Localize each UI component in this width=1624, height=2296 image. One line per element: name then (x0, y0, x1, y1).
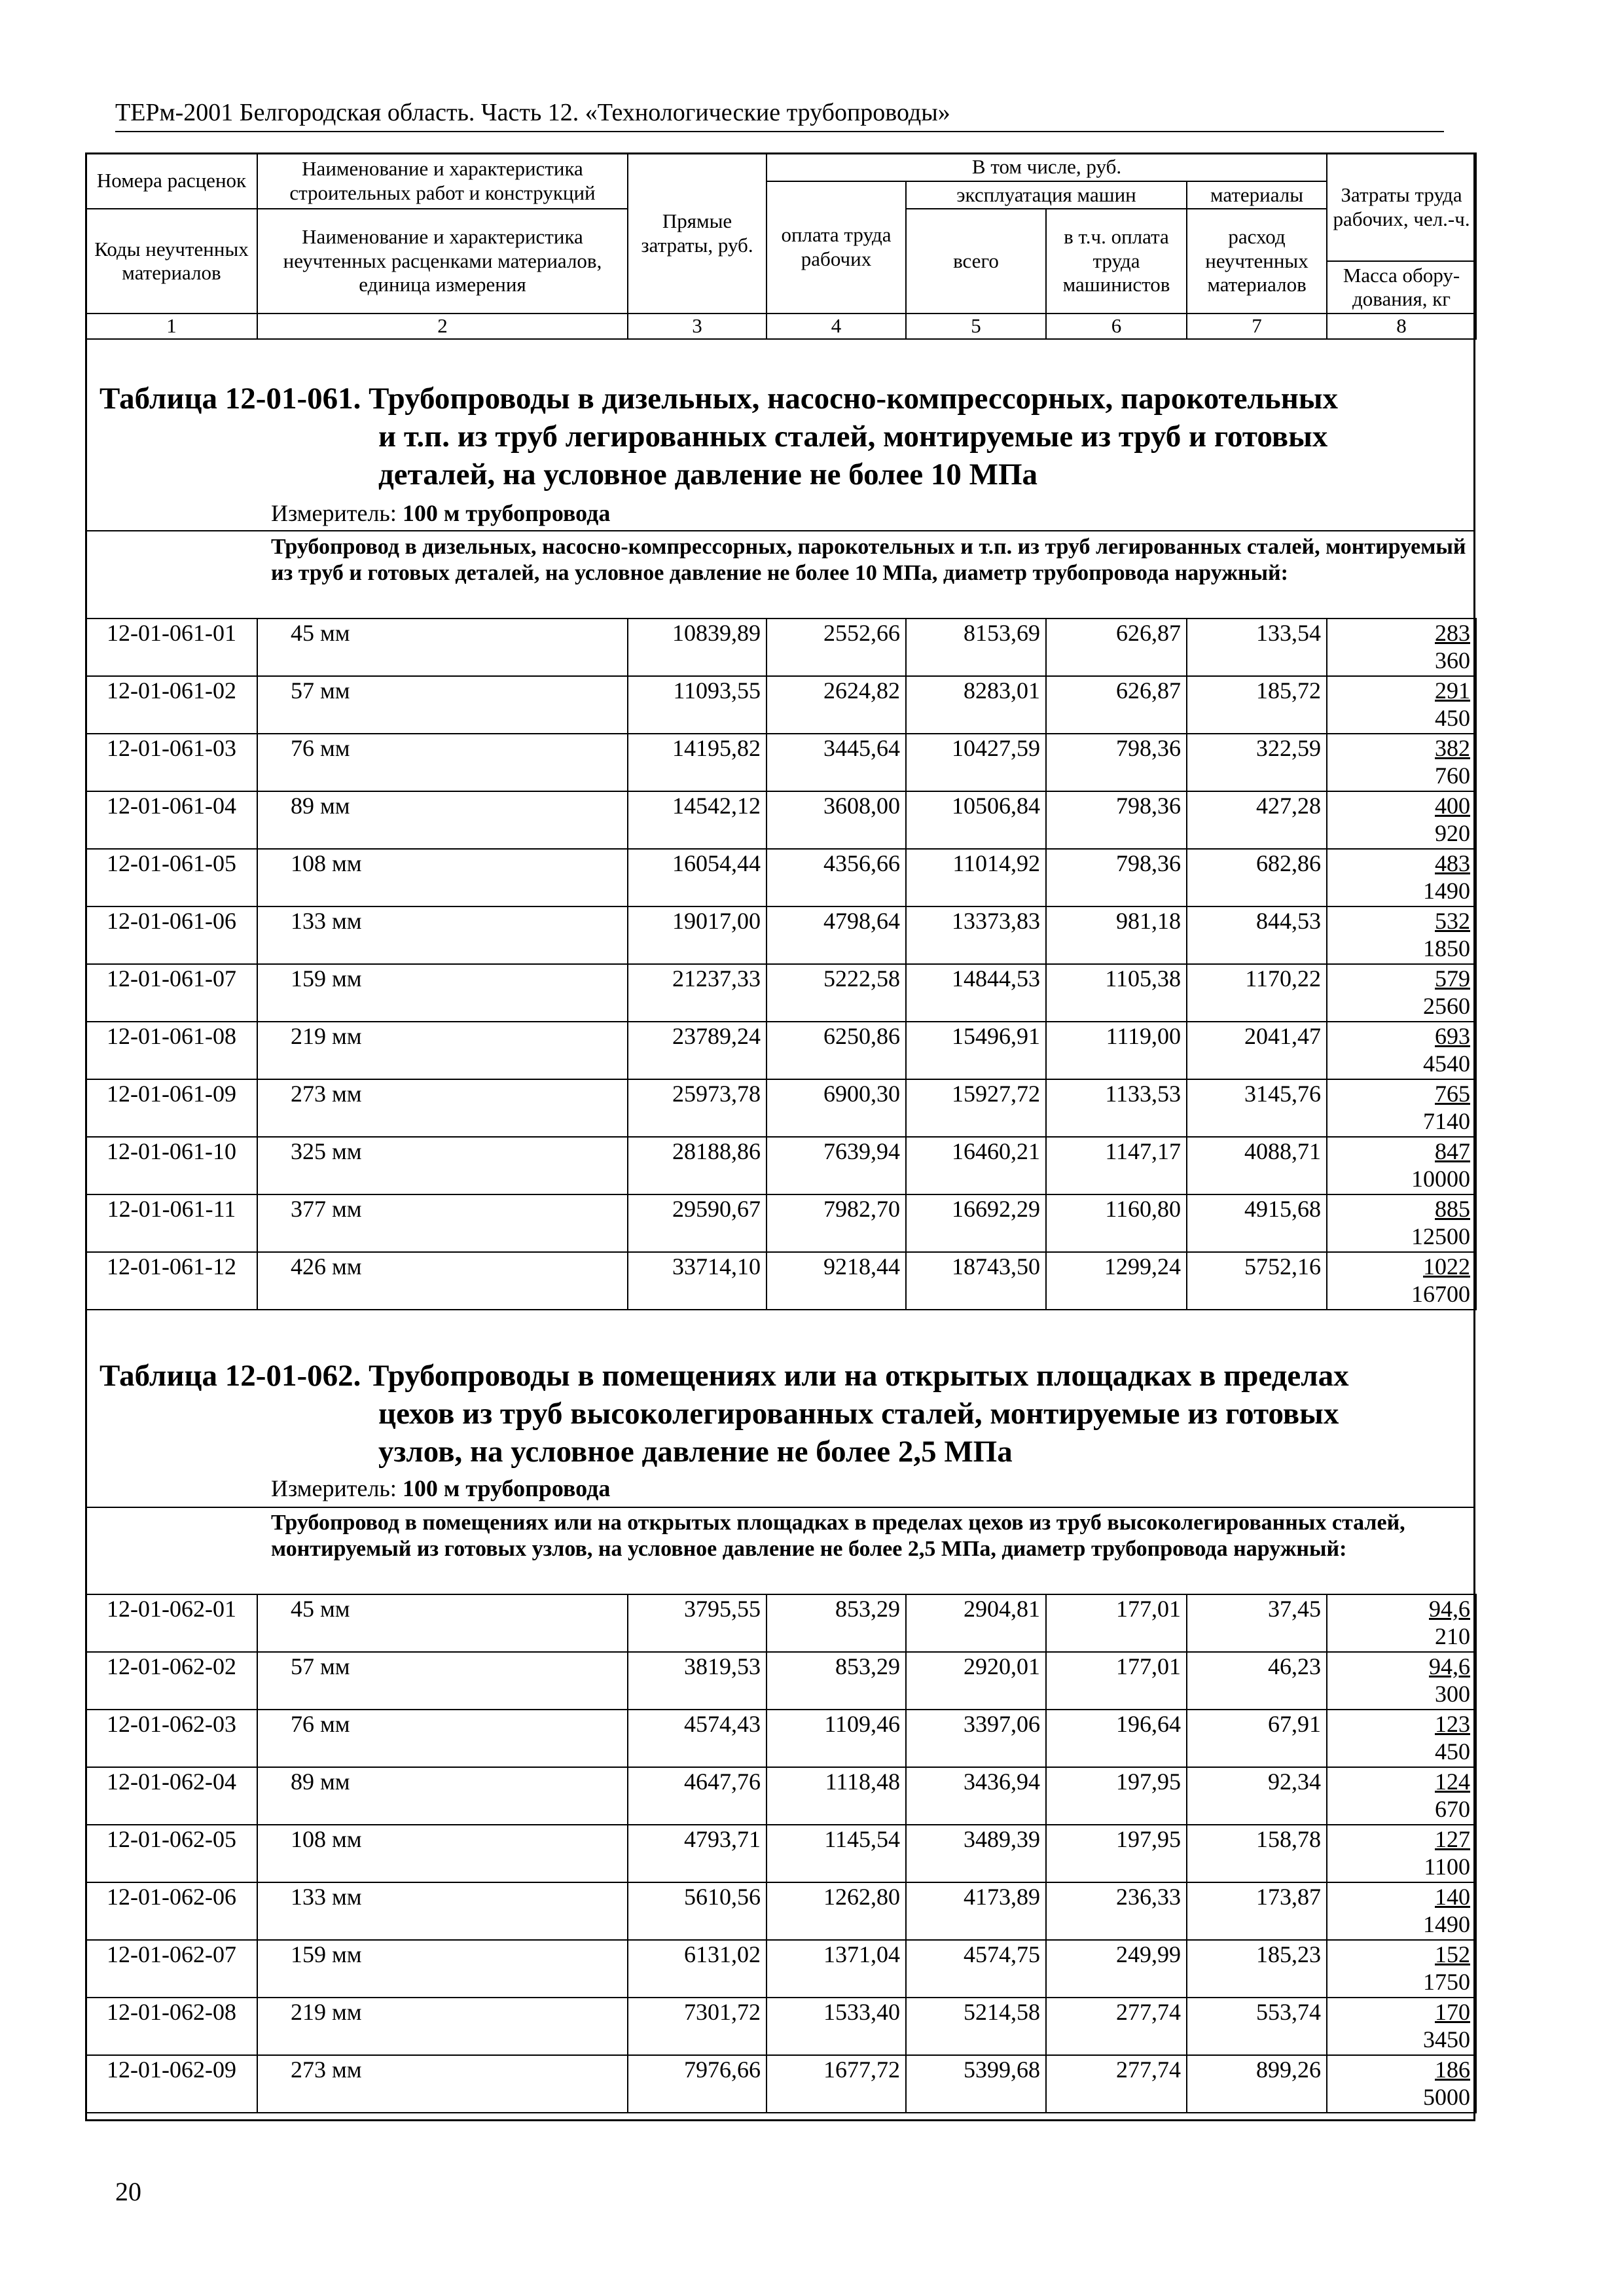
material-use: 185,23 (1187, 1940, 1327, 1998)
header-material-names: Наименование и характеристика неучтенных расценками материалов, единица измерения (257, 209, 628, 314)
machinist-pay: 981,18 (1046, 906, 1187, 964)
table-row (86, 1998, 1476, 2055)
divider (85, 530, 1475, 531)
labor-and-mass (1327, 1998, 1476, 2055)
equipment-mass: 3450 (1423, 2026, 1470, 2053)
table-row (86, 791, 1476, 849)
rate-code: 12-01-061-10 (86, 1137, 257, 1194)
labor-hours: 140 (1435, 1884, 1470, 1910)
machinist-pay: 798,36 (1046, 791, 1187, 849)
equipment-mass: 210 (1435, 1623, 1470, 1649)
measurer (271, 1475, 610, 1502)
worker-pay: 3608,00 (767, 791, 906, 849)
column-number: 3 (628, 314, 767, 339)
worker-pay: 4356,66 (767, 849, 906, 906)
machines-total: 10427,59 (906, 734, 1046, 791)
direct-costs: 7976,66 (628, 2055, 767, 2113)
header-rate-numbers: Номера расценок (86, 153, 257, 209)
equipment-mass: 760 (1435, 762, 1470, 789)
material-use: 5752,16 (1187, 1252, 1327, 1310)
labor-hours: 532 (1435, 908, 1470, 934)
labor-hours: 124 (1435, 1768, 1470, 1795)
direct-costs: 4574,43 (628, 1710, 767, 1767)
rates-table (85, 618, 1477, 1310)
table-title-line: Таблица 12-01-062. Трубопроводы в помещениях или на открытых площадках в пределах (99, 1359, 1349, 1393)
labor-hours: 127 (1435, 1826, 1470, 1852)
worker-pay: 853,29 (767, 1594, 906, 1652)
labor-hours: 186 (1435, 2056, 1470, 2083)
pipe-diameter: 89 мм (257, 1767, 628, 1825)
column-number: 8 (1327, 314, 1476, 339)
labor-and-mass (1327, 1767, 1476, 1825)
machinist-pay: 1119,00 (1046, 1022, 1187, 1079)
material-use: 1170,22 (1187, 964, 1327, 1022)
direct-costs: 10839,89 (628, 619, 767, 676)
labor-hours: 579 (1435, 965, 1470, 992)
direct-costs: 14542,12 (628, 791, 767, 849)
table-row (86, 1652, 1476, 1710)
worker-pay: 2552,66 (767, 619, 906, 676)
labor-hours: 847 (1435, 1138, 1470, 1164)
page-number: 20 (115, 2177, 141, 2206)
labor-hours: 1022 (1423, 1253, 1470, 1280)
machines-total: 13373,83 (906, 906, 1046, 964)
worker-pay: 5222,58 (767, 964, 906, 1022)
labor-and-mass (1327, 906, 1476, 964)
header-direct-costs: Прямые затраты, руб. (628, 153, 767, 314)
pipe-diameter: 273 мм (257, 2055, 628, 2113)
rate-code: 12-01-062-09 (86, 2055, 257, 2113)
direct-costs: 7301,72 (628, 1998, 767, 2055)
table-row (86, 676, 1476, 734)
column-number: 4 (767, 314, 906, 339)
rate-code: 12-01-061-12 (86, 1252, 257, 1310)
labor-hours: 693 (1435, 1023, 1470, 1049)
table-title-line: и т.п. из труб легированных сталей, монтируемые из труб и готовых (378, 420, 1328, 454)
labor-and-mass (1327, 1710, 1476, 1767)
table-title-line: цехов из труб высоколегированных сталей, монтируемые из готовых (378, 1397, 1339, 1431)
equipment-mass: 7140 (1423, 1108, 1470, 1134)
rate-code: 12-01-062-04 (86, 1767, 257, 1825)
machinist-pay: 626,87 (1046, 676, 1187, 734)
measurer-label: Измеритель: (271, 1475, 397, 1501)
equipment-mass: 670 (1435, 1796, 1470, 1822)
pipe-diameter: 219 мм (257, 1998, 628, 2055)
machinist-pay: 798,36 (1046, 734, 1187, 791)
labor-and-mass (1327, 1594, 1476, 1652)
direct-costs: 4647,76 (628, 1767, 767, 1825)
measurer-label: Измеритель: (271, 500, 397, 526)
table-row (86, 1940, 1476, 1998)
labor-hours: 291 (1435, 677, 1470, 704)
worker-pay: 9218,44 (767, 1252, 906, 1310)
equipment-mass: 12500 (1411, 1223, 1470, 1249)
material-use: 37,45 (1187, 1594, 1327, 1652)
labor-and-mass (1327, 2055, 1476, 2113)
column-number: 7 (1187, 314, 1327, 339)
machines-total: 8153,69 (906, 619, 1046, 676)
machines-total: 5214,58 (906, 1998, 1046, 2055)
pipe-diameter: 45 мм (257, 1594, 628, 1652)
material-use: 4915,68 (1187, 1194, 1327, 1252)
direct-costs: 3795,55 (628, 1594, 767, 1652)
equipment-mass: 10000 (1411, 1166, 1470, 1192)
machines-total: 11014,92 (906, 849, 1046, 906)
rate-code: 12-01-061-07 (86, 964, 257, 1022)
column-number: 2 (257, 314, 628, 339)
machinist-pay: 1133,53 (1046, 1079, 1187, 1137)
labor-and-mass (1327, 964, 1476, 1022)
table-title-line: деталей, на условное давление не более 10 МПа (378, 457, 1038, 492)
direct-costs: 5610,56 (628, 1882, 767, 1940)
running-header: ТЕРм-2001 Белгородская область. Часть 12. «Технологические трубопроводы» (115, 99, 950, 126)
rate-code: 12-01-061-11 (86, 1194, 257, 1252)
column-number: 5 (906, 314, 1046, 339)
equipment-mass: 1850 (1423, 935, 1470, 961)
table-row (86, 906, 1476, 964)
table-row (86, 1710, 1476, 1767)
direct-costs: 14195,82 (628, 734, 767, 791)
rate-code: 12-01-062-07 (86, 1940, 257, 1998)
worker-pay: 6250,86 (767, 1022, 906, 1079)
rate-group-description: Трубопровод в дизельных, насосно-компрессорных, парокотельных и т.п. из труб легированных сталей, монтируемый из труб и готовых деталей, на условное давление не более 10 МПа, диаметр трубопровода наружный: (271, 535, 1466, 585)
equipment-mass: 1750 (1423, 1969, 1470, 1995)
machinist-pay: 197,95 (1046, 1825, 1187, 1882)
labor-and-mass (1327, 1137, 1476, 1194)
direct-costs: 16054,44 (628, 849, 767, 906)
labor-hours: 170 (1435, 1999, 1470, 2025)
table-row (86, 1022, 1476, 1079)
rate-code: 12-01-061-09 (86, 1079, 257, 1137)
worker-pay: 1677,72 (767, 2055, 906, 2113)
table-title (99, 380, 1338, 493)
direct-costs: 23789,24 (628, 1022, 767, 1079)
machines-total: 5399,68 (906, 2055, 1046, 2113)
machinist-pay: 196,64 (1046, 1710, 1187, 1767)
material-use: 4088,71 (1187, 1137, 1327, 1194)
direct-costs: 4793,71 (628, 1825, 767, 1882)
machines-total: 8283,01 (906, 676, 1046, 734)
worker-pay: 1371,04 (767, 1940, 906, 1998)
labor-and-mass (1327, 849, 1476, 906)
material-use: 173,87 (1187, 1882, 1327, 1940)
equipment-mass: 4540 (1423, 1050, 1470, 1077)
material-use: 158,78 (1187, 1825, 1327, 1882)
machinist-pay: 1105,38 (1046, 964, 1187, 1022)
header-machines-total: всего (906, 209, 1046, 314)
worker-pay: 1118,48 (767, 1767, 906, 1825)
rate-code: 12-01-061-02 (86, 676, 257, 734)
table-row (86, 734, 1476, 791)
rate-code: 12-01-061-03 (86, 734, 257, 791)
header-machinist-pay: в т.ч. оплата труда машинистов (1046, 209, 1187, 314)
pipe-diameter: 57 мм (257, 676, 628, 734)
worker-pay: 6900,30 (767, 1079, 906, 1137)
pipe-diameter: 45 мм (257, 619, 628, 676)
table-row (86, 1137, 1476, 1194)
header-material-use: расход неучтенных материалов (1187, 209, 1327, 314)
labor-hours: 283 (1435, 620, 1470, 646)
worker-pay: 853,29 (767, 1652, 906, 1710)
worker-pay: 1533,40 (767, 1998, 906, 2055)
worker-pay: 7982,70 (767, 1194, 906, 1252)
worker-pay: 1145,54 (767, 1825, 906, 1882)
labor-and-mass (1327, 1652, 1476, 1710)
labor-hours: 885 (1435, 1196, 1470, 1222)
equipment-mass: 360 (1435, 647, 1470, 673)
column-header-table (85, 152, 1477, 340)
pipe-diameter: 89 мм (257, 791, 628, 849)
header-rule (115, 131, 1444, 132)
pipe-diameter: 159 мм (257, 1940, 628, 1998)
header-including-group: В том числе, руб. (767, 153, 1327, 181)
header-material-codes: Коды неучтенных материалов (86, 209, 257, 314)
pipe-diameter: 76 мм (257, 1710, 628, 1767)
equipment-mass: 920 (1435, 820, 1470, 846)
table-row (86, 1882, 1476, 1940)
labor-and-mass (1327, 734, 1476, 791)
machinist-pay: 177,01 (1046, 1594, 1187, 1652)
machinist-pay: 236,33 (1046, 1882, 1187, 1940)
table-title-line: Таблица 12-01-061. Трубопроводы в дизельных, насосно-компрессорных, парокотельных (99, 382, 1339, 416)
labor-and-mass (1327, 1252, 1476, 1310)
pipe-diameter: 108 мм (257, 849, 628, 906)
header-materials-group: материалы (1187, 181, 1327, 209)
pipe-diameter: 325 мм (257, 1137, 628, 1194)
measurer-value: 100 м трубопровода (402, 1475, 611, 1501)
labor-and-mass (1327, 1940, 1476, 1998)
table-row (86, 849, 1476, 906)
direct-costs: 33714,10 (628, 1252, 767, 1310)
direct-costs: 21237,33 (628, 964, 767, 1022)
rate-code: 12-01-062-02 (86, 1652, 257, 1710)
machines-total: 15927,72 (906, 1079, 1046, 1137)
machinist-pay: 1299,24 (1046, 1252, 1187, 1310)
material-use: 682,86 (1187, 849, 1327, 906)
rate-code: 12-01-062-01 (86, 1594, 257, 1652)
measurer-value: 100 м трубопровода (402, 500, 611, 526)
machinist-pay: 277,74 (1046, 1998, 1187, 2055)
rates-table (85, 1594, 1477, 2113)
pipe-diameter: 273 мм (257, 1079, 628, 1137)
pipe-diameter: 426 мм (257, 1252, 628, 1310)
column-number: 6 (1046, 314, 1187, 339)
machines-total: 4574,75 (906, 1940, 1046, 1998)
pipe-diameter: 159 мм (257, 964, 628, 1022)
pipe-diameter: 76 мм (257, 734, 628, 791)
labor-hours: 94,6 (1429, 1596, 1470, 1622)
machines-total: 2904,81 (906, 1594, 1046, 1652)
machinist-pay: 798,36 (1046, 849, 1187, 906)
pipe-diameter: 377 мм (257, 1194, 628, 1252)
pipe-diameter: 57 мм (257, 1652, 628, 1710)
material-use: 553,74 (1187, 1998, 1327, 2055)
material-use: 899,26 (1187, 2055, 1327, 2113)
labor-hours: 94,6 (1429, 1653, 1470, 1679)
rate-group-description: Трубопровод в помещениях или на открытых площадках в пределах цехов из труб высоколегированных сталей, монтируемый из готовых узлов, на условное давление не более 2,5 МПа, диаметр трубопровода наружный: (271, 1511, 1405, 1561)
worker-pay: 1109,46 (767, 1710, 906, 1767)
labor-and-mass (1327, 1194, 1476, 1252)
rate-code: 12-01-061-06 (86, 906, 257, 964)
table-title (99, 1357, 1349, 1471)
material-use: 133,54 (1187, 619, 1327, 676)
machines-total: 4173,89 (906, 1882, 1046, 1940)
labor-hours: 483 (1435, 850, 1470, 876)
machines-total: 18743,50 (906, 1252, 1046, 1310)
machines-total: 10506,84 (906, 791, 1046, 849)
machines-total: 3436,94 (906, 1767, 1046, 1825)
labor-and-mass (1327, 1079, 1476, 1137)
machinist-pay: 249,99 (1046, 1940, 1187, 1998)
machinist-pay: 197,95 (1046, 1767, 1187, 1825)
machinist-pay: 1160,80 (1046, 1194, 1187, 1252)
labor-hours: 382 (1435, 735, 1470, 761)
divider (85, 1507, 1475, 1508)
measurer (271, 499, 610, 527)
direct-costs: 28188,86 (628, 1137, 767, 1194)
labor-and-mass (1327, 1825, 1476, 1882)
pipe-diameter: 108 мм (257, 1825, 628, 1882)
material-use: 92,34 (1187, 1767, 1327, 1825)
table-row (86, 1252, 1476, 1310)
material-use: 185,72 (1187, 676, 1327, 734)
material-use: 322,59 (1187, 734, 1327, 791)
direct-costs: 29590,67 (628, 1194, 767, 1252)
worker-pay: 1262,80 (767, 1882, 906, 1940)
direct-costs: 25973,78 (628, 1079, 767, 1137)
direct-costs: 19017,00 (628, 906, 767, 964)
labor-hours: 152 (1435, 1941, 1470, 1967)
machines-total: 16692,29 (906, 1194, 1046, 1252)
header-labor-costs: Затраты труда рабочих, чел.-ч. (1327, 153, 1476, 261)
labor-and-mass (1327, 1022, 1476, 1079)
material-use: 46,23 (1187, 1652, 1327, 1710)
table-row (86, 1767, 1476, 1825)
direct-costs: 3819,53 (628, 1652, 767, 1710)
machinist-pay: 1147,17 (1046, 1137, 1187, 1194)
table-row (86, 619, 1476, 676)
equipment-mass: 300 (1435, 1681, 1470, 1707)
labor-hours: 400 (1435, 793, 1470, 819)
header-equipment-mass: Масса обору-дования, кг (1327, 261, 1476, 314)
machinist-pay: 277,74 (1046, 2055, 1187, 2113)
rate-code: 12-01-062-08 (86, 1998, 257, 2055)
table-row (86, 1079, 1476, 1137)
table-row (86, 1594, 1476, 1652)
labor-and-mass (1327, 1882, 1476, 1940)
direct-costs: 6131,02 (628, 1940, 767, 1998)
equipment-mass: 450 (1435, 705, 1470, 731)
machines-total: 14844,53 (906, 964, 1046, 1022)
table-title-line: узлов, на условное давление не более 2,5 МПа (378, 1435, 1013, 1469)
equipment-mass: 2560 (1423, 993, 1470, 1019)
equipment-mass: 5000 (1423, 2084, 1470, 2110)
labor-and-mass (1327, 676, 1476, 734)
worker-pay: 3445,64 (767, 734, 906, 791)
material-use: 3145,76 (1187, 1079, 1327, 1137)
header-worker-pay: оплата труда рабочих (767, 181, 906, 314)
material-use: 427,28 (1187, 791, 1327, 849)
equipment-mass: 1490 (1423, 1911, 1470, 1937)
equipment-mass: 16700 (1411, 1281, 1470, 1307)
header-work-name: Наименование и характеристика строительных работ и конструкций (257, 153, 628, 209)
table-row (86, 2055, 1476, 2113)
table-row (86, 1825, 1476, 1882)
machinist-pay: 626,87 (1046, 619, 1187, 676)
labor-and-mass (1327, 619, 1476, 676)
material-use: 2041,47 (1187, 1022, 1327, 1079)
rate-code: 12-01-062-03 (86, 1710, 257, 1767)
material-use: 67,91 (1187, 1710, 1327, 1767)
labor-hours: 123 (1435, 1711, 1470, 1737)
rate-code: 12-01-062-06 (86, 1882, 257, 1940)
rate-code: 12-01-062-05 (86, 1825, 257, 1882)
column-number: 1 (86, 314, 257, 339)
worker-pay: 7639,94 (767, 1137, 906, 1194)
rate-code: 12-01-061-05 (86, 849, 257, 906)
machinist-pay: 177,01 (1046, 1652, 1187, 1710)
labor-hours: 765 (1435, 1081, 1470, 1107)
material-use: 844,53 (1187, 906, 1327, 964)
pipe-diameter: 133 мм (257, 1882, 628, 1940)
equipment-mass: 1490 (1423, 878, 1470, 904)
equipment-mass: 1100 (1424, 1854, 1470, 1880)
equipment-mass: 450 (1435, 1738, 1470, 1765)
table-row (86, 964, 1476, 1022)
rate-code: 12-01-061-08 (86, 1022, 257, 1079)
rate-code: 12-01-061-04 (86, 791, 257, 849)
table-row (86, 1194, 1476, 1252)
machines-total: 2920,01 (906, 1652, 1046, 1710)
machines-total: 3397,06 (906, 1710, 1046, 1767)
rate-code: 12-01-061-01 (86, 619, 257, 676)
direct-costs: 11093,55 (628, 676, 767, 734)
pipe-diameter: 133 мм (257, 906, 628, 964)
machines-total: 16460,21 (906, 1137, 1046, 1194)
header-machines-group: эксплуатация машин (906, 181, 1187, 209)
machines-total: 15496,91 (906, 1022, 1046, 1079)
worker-pay: 4798,64 (767, 906, 906, 964)
worker-pay: 2624,82 (767, 676, 906, 734)
pipe-diameter: 219 мм (257, 1022, 628, 1079)
labor-and-mass (1327, 791, 1476, 849)
machines-total: 3489,39 (906, 1825, 1046, 1882)
